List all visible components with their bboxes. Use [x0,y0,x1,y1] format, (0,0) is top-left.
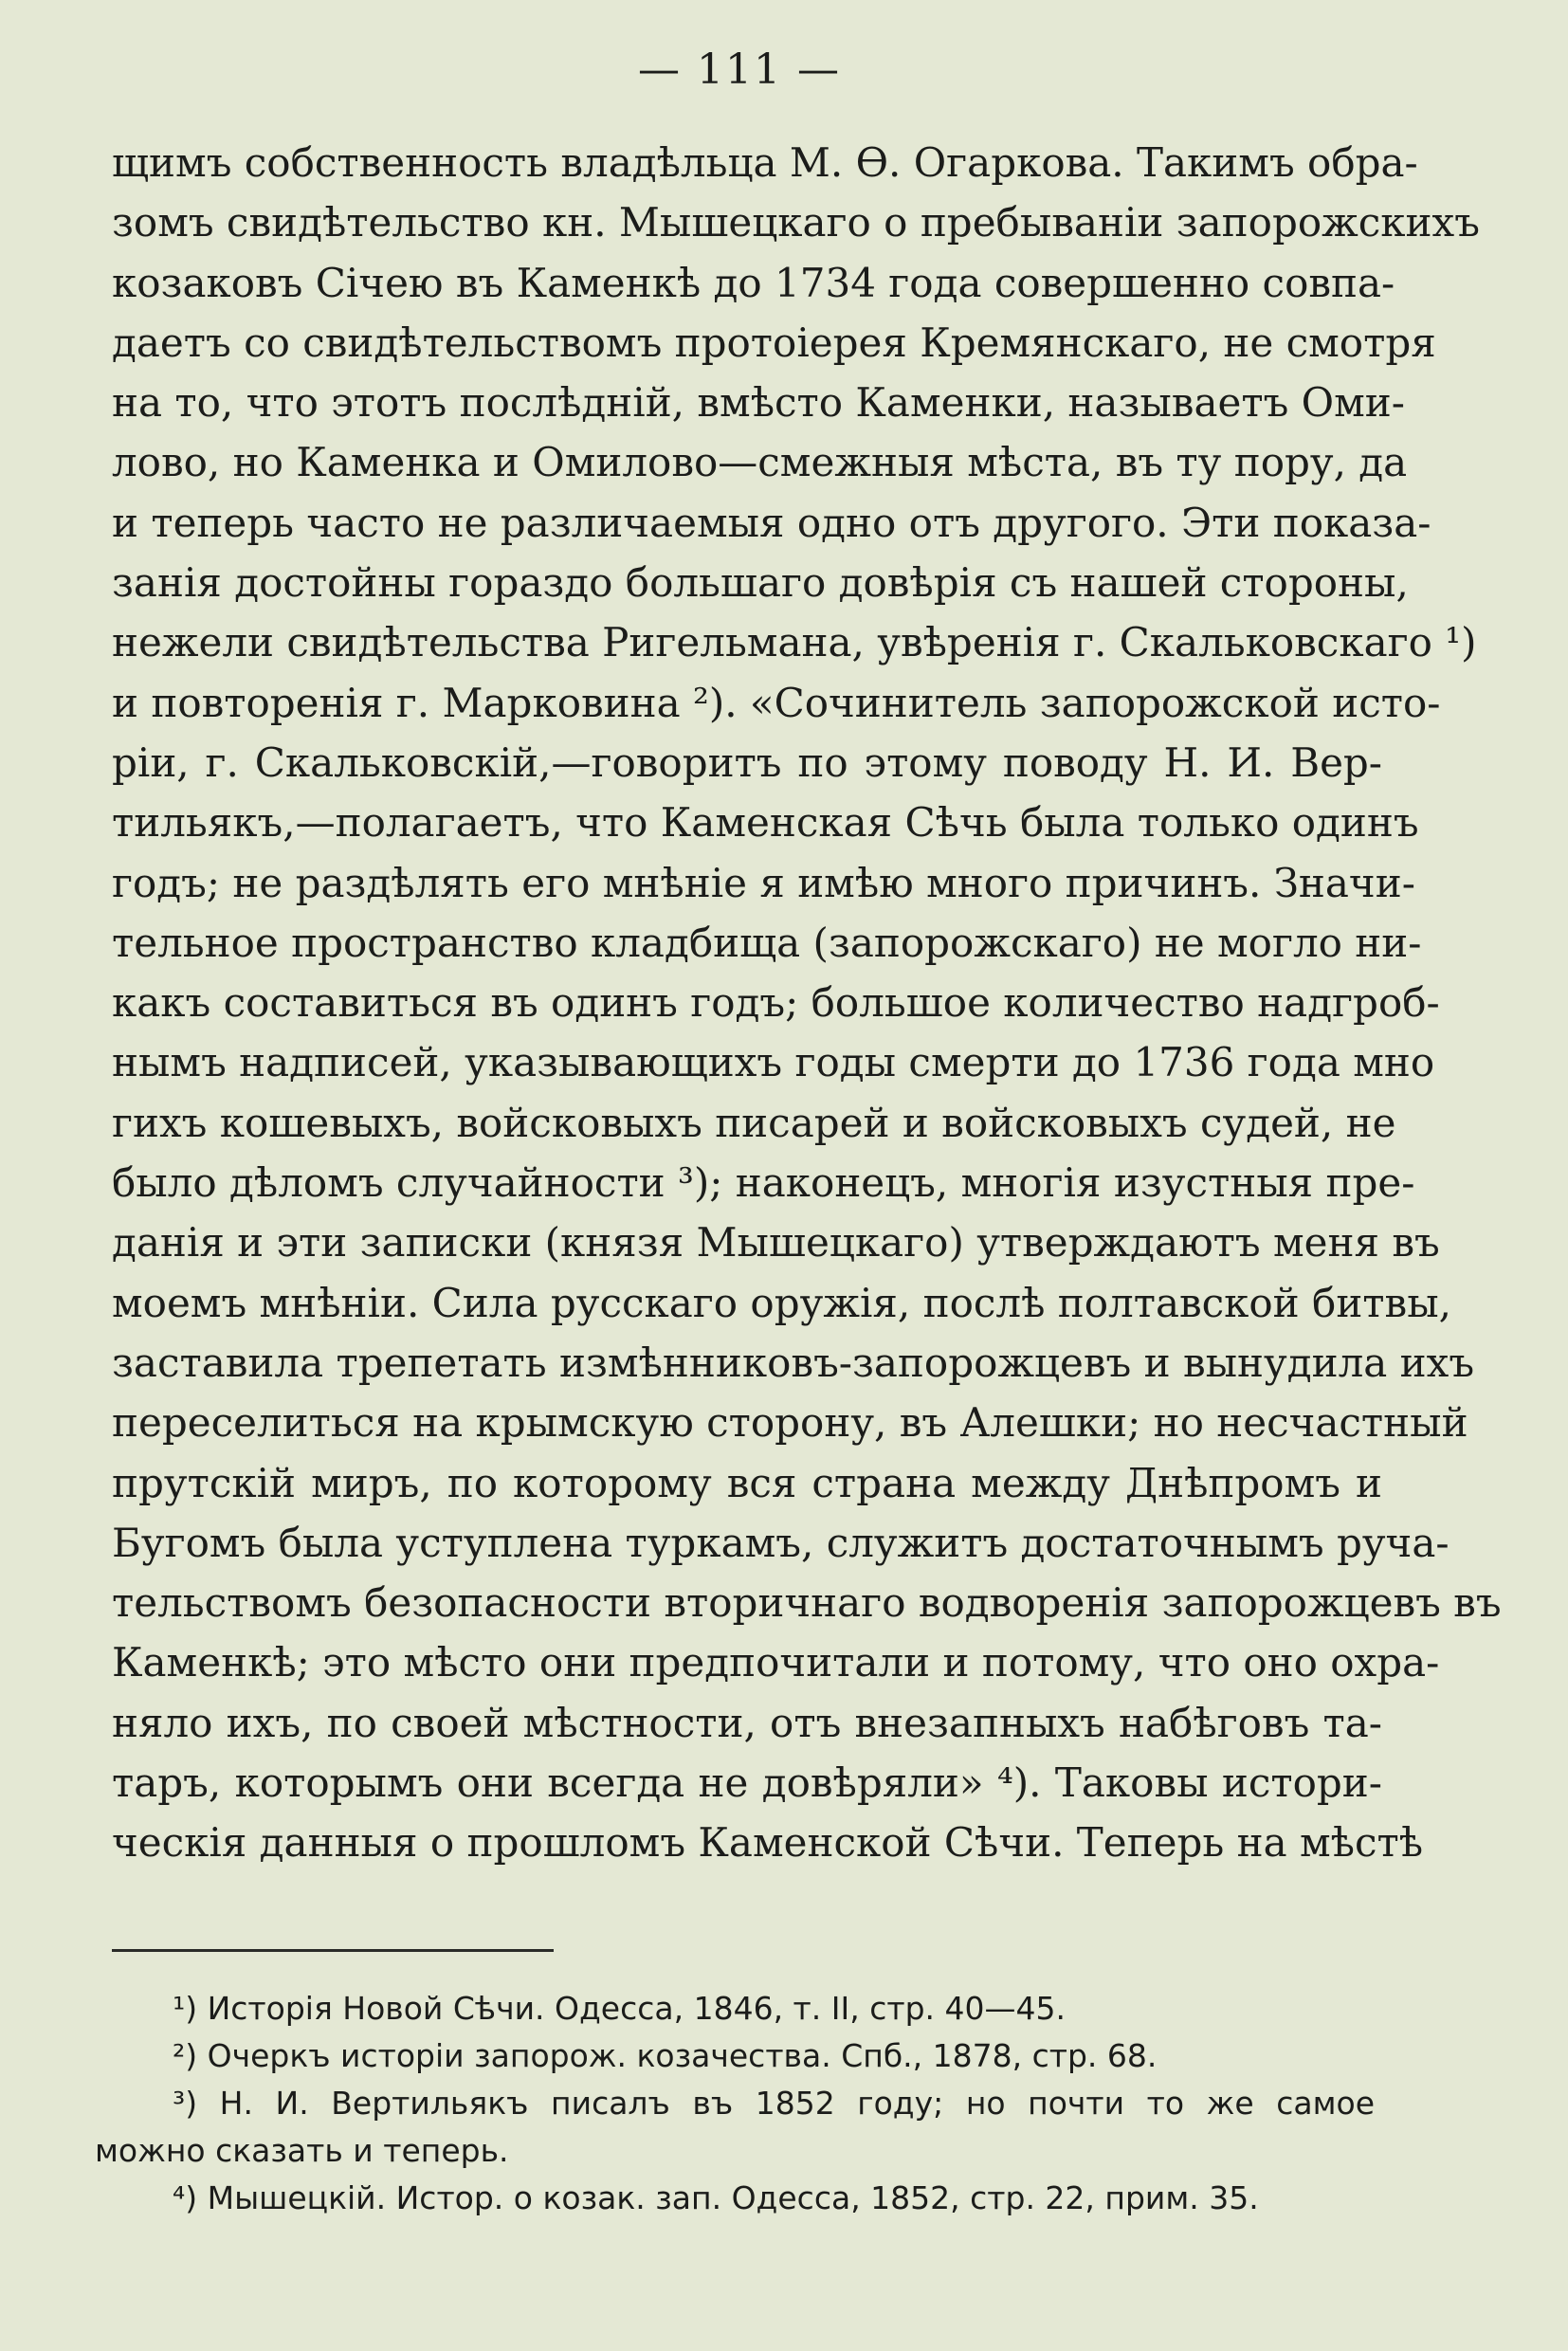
text-line: козаковъ Січею въ Каменкѣ до 1734 года совершенно совпа- [112,259,1395,306]
text-line: нежели свидѣтельства Ригельмана, увѣренія г. Скальковскаго ¹) [112,619,1477,666]
footnotes [95,1985,1375,2222]
text-line: зомъ свидѣтельство кн. Мышецкаго о пребываніи запорожскихъ [112,199,1480,246]
text-line: няло ихъ, по своей мѣстности, отъ внезапныхъ набѣговъ та- [112,1699,1382,1746]
text-line: тельное пространство кладбища (запорожскаго) не могло ни- [112,919,1422,966]
text-line: было дѣломъ случайности ³); наконецъ, многія изустныя пре- [112,1159,1415,1207]
page-number: — 111 — [638,46,841,94]
text-line: и повторенія г. Марковина ²). «Сочинитель запорожской исто- [112,679,1441,726]
text-line: ріи, г. Скальковскій,—говоритъ по этому поводу Н. И. Вер- [112,738,1382,786]
footnote-1: ¹) Исторія Новой Сѣчи. Одесса, 1846, т. II, стр. 40—45. [173,1990,1066,2027]
text-line: ческія данныя о прошломъ Каменской Сѣчи. Теперь на мѣстѣ [112,1819,1424,1867]
text-line: тельствомъ безопасности вторичнаго водворенія запорожцевъ въ [112,1579,1502,1627]
footnote-3-continuation: можно сказать и теперь. [95,2132,509,2169]
text-line: данія и эти записки (князя Мышецкаго) утверждаютъ меня въ [112,1219,1440,1267]
text-line: переселиться на крымскую сторону, въ Алешки; но несчастный [112,1399,1468,1447]
text-line: тильякъ,—полагаетъ, что Каменская Сѣчь была только одинъ [112,799,1419,847]
text-line: таръ, которымъ они всегда не довѣряли» ⁴). Таковы истори- [112,1759,1382,1807]
footnote-separator [112,1949,554,1952]
text-line: щимъ собственность владѣльца М. Ѳ. Огаркова. Такимъ обра- [112,139,1418,186]
text-line: гихъ кошевыхъ, войсковыхъ писарей и войсковыхъ судей, не [112,1099,1396,1146]
footnote-2: ²) Очеркъ исторіи запорож. козачества. Спб., 1878, стр. 68. [173,2037,1158,2074]
text-line: годъ; не раздѣлять его мнѣніе я имѣю много причинъ. Значи- [112,859,1415,906]
text-line: занія достойны гораздо большаго довѣрія съ нашей стороны, [112,559,1409,607]
text-line: моемъ мнѣніи. Сила русскаго оружія, послѣ полтавской битвы, [112,1279,1451,1326]
main-text [112,133,1502,1873]
text-line: прутскій миръ, по которому вся страна между Днѣпромъ и [112,1459,1382,1506]
footnote-3: ³) Н. И. Вертильякъ писалъ въ 1852 году; но почти то же самое [173,2085,1375,2122]
text-line: Бугомъ была уступлена туркамъ, служитъ достаточнымъ руча- [112,1519,1449,1566]
text-line: Каменкѣ; это мѣсто они предпочитали и потому, что оно охра- [112,1639,1440,1686]
text-line: заставила трепетать измѣнниковъ-запорожцевъ и вынудила ихъ [112,1339,1475,1386]
text-line: даетъ со свидѣтельствомъ протоіерея Кремянскаго, не смотря [112,319,1436,366]
text-line: нымъ надписей, указывающихъ годы смерти до 1736 года мно [112,1039,1435,1086]
footnote-4: ⁴) Мышецкій. Истор. о козак. зап. Одесса, 1852, стр. 22, прим. 35. [173,2179,1259,2216]
text-line: и теперь часто не различаемыя одно отъ другого. Эти показа- [112,499,1431,546]
text-line: на то, что этотъ послѣдній, вмѣсто Каменки, называетъ Оми- [112,379,1405,427]
text-line: лово, но Каменка и Омилово—смежныя мѣста, въ ту пору, да [112,439,1408,486]
text-line: какъ составиться въ одинъ годъ; большое количество надгроб- [112,979,1440,1027]
